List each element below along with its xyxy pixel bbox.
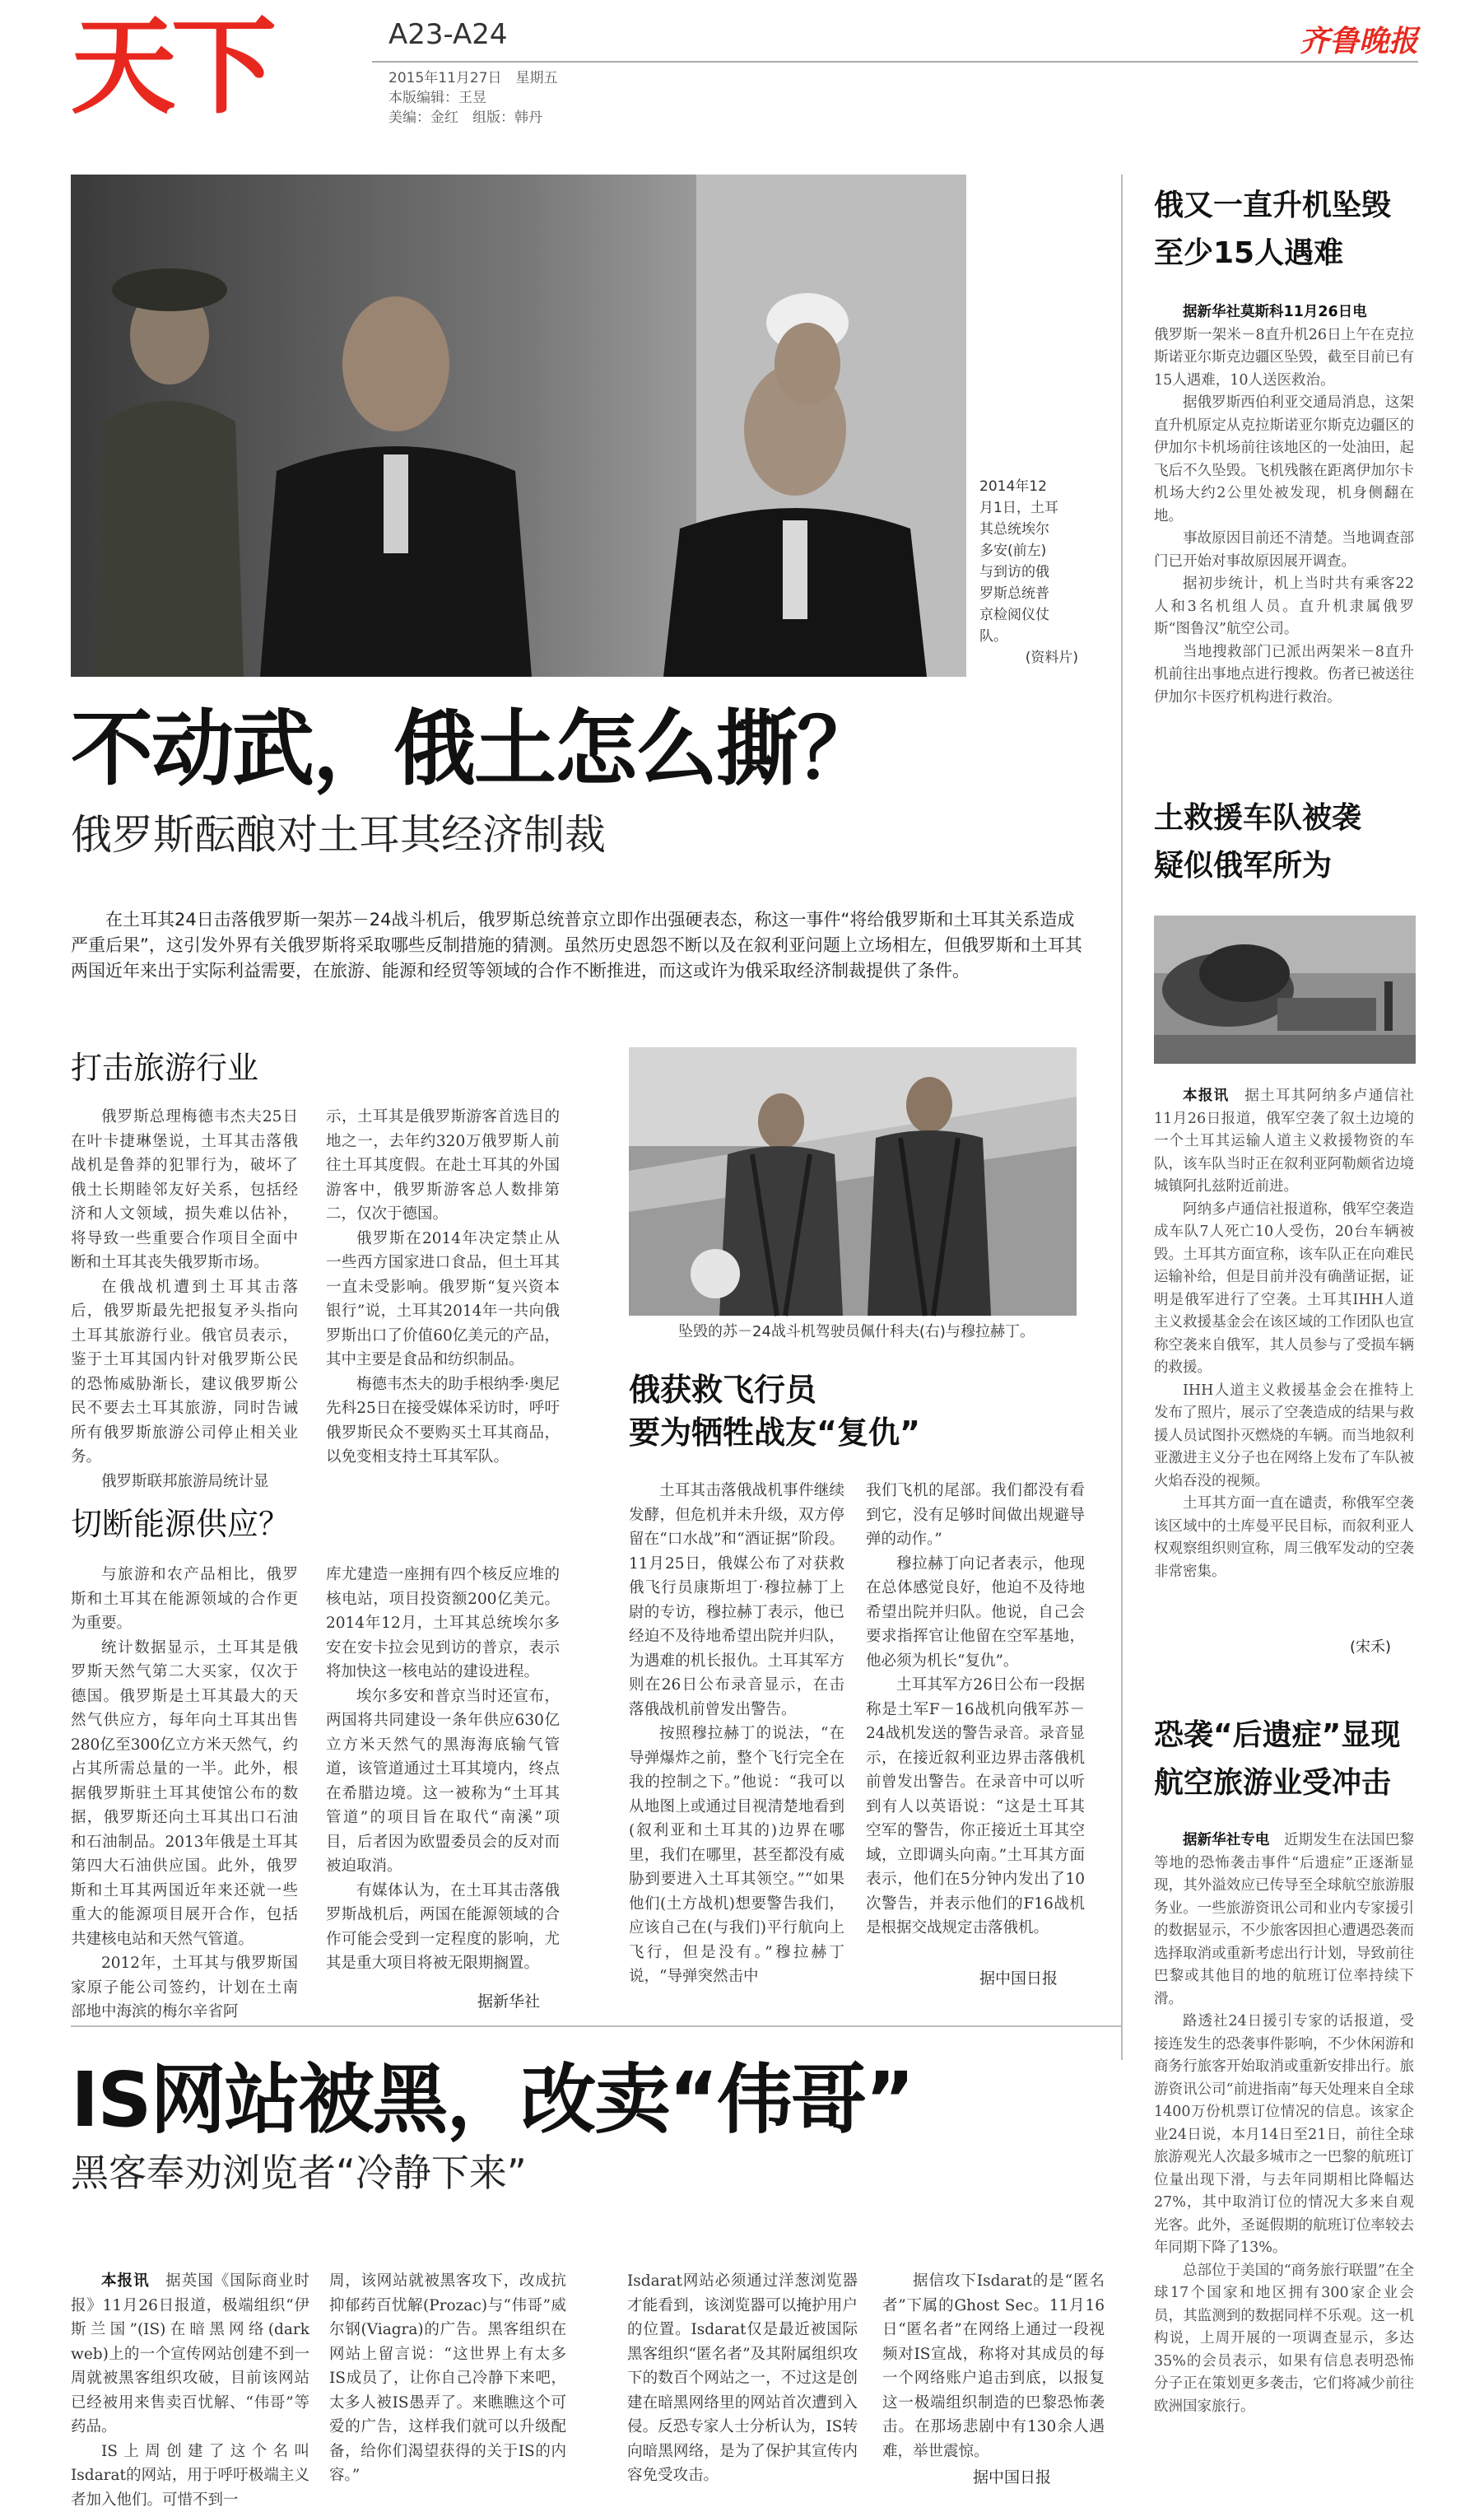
leaders-photo-graphic xyxy=(71,175,966,677)
bottom-column-1 xyxy=(71,2269,309,2491)
sidebar-story3-dateline: 据新华社专电 xyxy=(1183,1832,1269,1848)
paragraph: 据俄罗斯西伯利亚交通局消息，这架直升机原定从克拉斯诺亚尔斯克边疆区的伊加尔卡机场前往该地区的一处油田，起飞后不久坠毁。飞机残骸在距离伊加尔卡机场大约2公里处被发现，机身侧翻在地。 xyxy=(1154,392,1414,528)
photo-caption-line: 月1日，土耳 xyxy=(979,497,1078,519)
paragraph: 据土耳其阿纳多卢通信社11月26日报道，俄军空袭了叙土边境的一个土耳其运输人道主义救援物资的车队，该车队当时正在叙利亚阿勒颇省边境城镇阿扎兹附近前进。 xyxy=(1154,1088,1414,1195)
sidebar-story3-title-1: 恐袭“后遗症”显现 xyxy=(1154,1713,1400,1759)
paragraph: 俄罗斯总理梅德韦杰夫25日在叶卡捷琳堡说，土耳其击落俄战机是鲁莽的犯罪行为，破坏了俄土长期睦邻友好关系，包括经济和人文领域，损失难以估补，将导致一些重要合作项目全面中断和土耳其丧失俄罗斯市场。 xyxy=(71,1105,298,1275)
paragraph: 俄罗斯在2014年决定禁止从一些西方国家进口食品，但土耳其一直未受影响。俄罗斯“复兴资本银行”说，土耳其2014年一共向俄罗斯出口了价值60亿美元的产品，其中主要是食品和纺织制品。 xyxy=(326,1227,560,1373)
paragraph: 在俄战机遭到土耳其击落后，俄罗斯最先把报复矛头指向土耳其旅游行业。俄官员表示，鉴于土耳其国内针对俄罗斯公民的恐怖威胁渐长，建议俄罗斯公民不要去土耳其旅游，同时告诫所有俄罗斯旅游公司停止相关业务。 xyxy=(71,1275,298,1470)
pilots-photo-graphic xyxy=(629,1047,1077,1316)
bottom-column-2 xyxy=(329,2269,566,2491)
tourism-column-1 xyxy=(71,1105,298,1475)
bottom-source: 据中国日报 xyxy=(973,2465,1051,2487)
paragraph: 我们飞机的尾部。我们都没有看到它，没有足够时间做出规避导弹的动作。” xyxy=(866,1479,1085,1552)
bottom-headline: IS网站被黑，改卖“伟哥” xyxy=(71,2055,913,2146)
paragraph: 埃尔多安和普京当时还宣布，两国将共同建设一条年供应630亿立方米天然气的黑海海底输气管道，该管道通过土耳其境内，终点在希腊边境。这一被称为“土耳其管道”的项目旨在取代“南溪”项目，后者因为欧盟委员会的反对而被迫取消。 xyxy=(326,1685,560,1879)
paragraph: 穆拉赫丁向记者表示，他现在总体感觉良好，他迫不及待地希望出院并归队。他说，自己会要求指挥官让他留在空军基地，他必须为机长“复仇”。 xyxy=(866,1552,1085,1674)
section-title-energy: 切断能源供应？ xyxy=(71,1503,290,1545)
section-title-tourism: 打击旅游行业 xyxy=(71,1047,258,1088)
paragraph: 土耳其军方26日公布一段据称是土军F－16战机向俄军苏－24战机发送的警告录音。录音显示，在接近叙利亚边界击落俄机前曾发出警告。在录音中可以听到有人以英语说：“这是土耳其空军的警告，你正接近土耳其空域，立即调头向南。”土耳其方面表示，他们在5分钟内发出了10次警告，并表示他们的F16战机是根据交战规定击落俄机。 xyxy=(866,1673,1085,1941)
lead-paragraph: 在土耳其24日击落俄罗斯一架苏－24战斗机后，俄罗斯总统普京立即作出强硬表态，称这一事件“将给俄罗斯和土耳其关系造成严重后果”，这引发外界有关俄罗斯将采取哪些反制措施的猜测。虽然历史恩怨不断以及在叙利亚问题上立场相左，但俄罗斯和土耳其两国近年来出于实际利益需要，在旅游、能源和经贸等领域的合作不断推进，而这或许为俄采取经济制裁提供了条件。 xyxy=(71,907,1085,984)
sidebar-story3-body xyxy=(1154,1829,1414,2472)
energy-column-2 xyxy=(326,1563,560,1991)
column-divider xyxy=(1121,175,1123,2060)
design-line: 美编：金红 组版：韩丹 xyxy=(388,105,542,126)
leaders-photo xyxy=(71,175,966,677)
main-headline: 不动武，俄土怎么撕？ xyxy=(71,700,877,799)
convoy-photo xyxy=(1154,916,1416,1064)
photo-caption-line: 罗斯总统普 xyxy=(979,583,1078,604)
paragraph: 示，土耳其是俄罗斯游客首选目的地之一，去年约320万俄罗斯人前往土耳其度假。在赴土耳其的外国游客中，俄罗斯游客总人数排第二，仅次于德国。 xyxy=(326,1105,560,1227)
paragraph: 统计数据显示，土耳其是俄罗斯天然气第二大买家，仅次于德国。俄罗斯是土耳其最大的天然气供应方，每年向土耳其出售280亿至300亿立方米天然气，约占其所需总量的一半。此外，根据俄罗斯驻土耳其使馆公布的数据，俄罗斯还向土耳其出口石油和石油制品。2013年俄是土耳其第四大石油供应国。此外，俄罗斯和土耳其两国近年来还就一些重大的能源项目展开合作，包括共建核电站和天然气管道。 xyxy=(71,1636,298,1952)
photo-caption-line: 队。 xyxy=(979,626,1078,647)
paragraph: 据英国《国际商业时报》11月26日报道，极端组织“伊斯兰国”(IS)在暗黑网络(dark web)上的一个宣传网站创建不到一周就被黑客组织攻破，目前该网站已经被用来售卖百忧解、“伟哥”等药品。 xyxy=(71,2272,309,2435)
energy-column-1 xyxy=(71,1563,298,2024)
header-rule xyxy=(372,61,1418,63)
pilot-title-1: 俄获救飞行员 xyxy=(629,1368,816,1411)
paragraph: 库尤建造一座拥有四个核反应堆的核电站，项目投资额200亿美元。2014年12月，土耳其总统埃尔多安在安卡拉会见到访的普京，表示将加快这一核电站的建设进程。 xyxy=(326,1563,560,1685)
newspaper-logo: 齐鲁晚报 xyxy=(1300,18,1418,60)
energy-source: 据新华社 xyxy=(477,1989,540,2011)
paragraph: 阿纳多卢通信社报道称，俄军空袭造成车队7人死亡10人受伤，20台车辆被毁。土耳其方面宣称，该车队正在向难民运输补给，但是目前并没有确凿证据，证明是俄军进行了空袭。土耳其IHH人道主义救援基金会在该区域的工作团队也宣称空袭来自俄军，其人员参与了受损车辆的救援。 xyxy=(1154,1199,1414,1380)
bottom-column-3 xyxy=(627,2269,858,2491)
bottom-dateline: 本报讯 xyxy=(101,2272,150,2290)
paragraph: 当地搜救部门已派出两架米－8直升机前往出事地点进行搜救。伤者已被送往伊加尔卡医疗机构进行救治。 xyxy=(1154,641,1414,710)
bottom-subheadline: 黑客奉劝浏览者“冷静下来” xyxy=(71,2149,527,2197)
paragraph: 事故原因目前还不清楚。当地调查部门已开始对事故原因展开调查。 xyxy=(1154,528,1414,573)
paragraph: 据初步统计，机上当时共有乘客22人和3名机组人员。直升机隶属俄罗斯“图鲁汉”航空公司。 xyxy=(1154,573,1414,641)
paragraph: 梅德韦杰夫的助手根纳季·奥尼先科25日在接受媒体采访时，呼吁俄罗斯民众不要购买土耳其商品，以免变相支持土耳其军队。 xyxy=(326,1373,560,1470)
paragraph: 路透社24日援引专家的话报道，受接连发生的恐袭事件影响，不少休闲游和商务行旅客开始取消或重新安排出行。旅游资讯公司“前进指南”每天处理来自全球1400万份机票订位情况的信息。该家企业24日说，本月14日至21日，前往全球旅游观光人次最多城市之一巴黎的航班订位量出现下滑，与去年同期相比降幅达27%，其中取消订位的情况大多来自观光客。此外，圣诞假期的航班订位率较去年同期下降了13%。 xyxy=(1154,2011,1414,2260)
sidebar-story1-dateline: 据新华社莫斯科11月26日电 xyxy=(1183,304,1367,320)
photo-caption-line: 多安(前左) xyxy=(979,540,1078,562)
photo-caption-line: 京检阅仪仗 xyxy=(979,604,1078,626)
tourism-column-2 xyxy=(326,1105,560,1475)
paragraph: 近期发生在法国巴黎等地的恐怖袭击事件“后遗症”正逐渐显现，其外溢效应已传导至全球航空旅游服务业。一些旅游资讯公司和业内专家援引的数据显示，不少旅客因担心遭遇恐袭而选择取消或重新考虑出行计划，导致前往巴黎或其他目的地的航班订位率持续下滑。 xyxy=(1154,1832,1414,2007)
paragraph: 土耳其方面一直在谴责，称俄军空袭该区域中的土库曼平民目标，而叙利亚人权观察组织则宣称，周三俄军发动的空袭非常密集。 xyxy=(1154,1493,1414,1583)
pilot-source: 据中国日报 xyxy=(979,1966,1058,1988)
photo-caption-line: 与到访的俄 xyxy=(979,562,1078,583)
paragraph: 据信攻下Isdarat的是“匿名者”下属的Ghost Sec。11月16日“匿名者”在网络上通过一段视频对IS宣战，称将对其成员的每一个网络账户追击到底，以报复这一极端组织制造的巴黎恐怖袭击。在那场悲剧中有130余人遇难，举世震惊。 xyxy=(882,2269,1105,2463)
paragraph: IHH人道主义救援基金会在推特上发布了照片，展示了空袭造成的结果与救援人员试图扑灭燃烧的车辆。而当地叙利亚激进主义分子也在网络上发布了车队被火焰吞没的视频。 xyxy=(1154,1380,1414,1494)
paragraph: IS上周创建了这个名叫Isdarat的网站，用于呼吁极端主义者加入他们。可惜不到一 xyxy=(71,2440,309,2512)
page-numbers: A23-A24 xyxy=(388,18,508,51)
pilot-title-2: 要为牺牲战友“复仇” xyxy=(629,1411,920,1454)
photo-caption-line: 其总统埃尔 xyxy=(979,519,1078,540)
sidebar-story2-source: (宋禾) xyxy=(1350,1635,1391,1657)
pilots-photo xyxy=(629,1047,1077,1316)
sidebar-story1-body xyxy=(1154,301,1414,746)
paragraph: 俄罗斯联邦旅游局统计显 xyxy=(71,1470,298,1494)
date-line: 2015年11月27日 星期五 xyxy=(388,66,558,86)
section-divider xyxy=(71,2025,1121,2027)
sidebar-story2-body xyxy=(1154,1085,1414,1653)
main-subheadline: 俄罗斯酝酿对土耳其经济制裁 xyxy=(71,809,606,861)
pilot-column-1 xyxy=(629,1479,844,1992)
sidebar-story1-title-1: 俄又一直升机坠毁 xyxy=(1154,183,1391,229)
photo-caption-line: (资料片) xyxy=(979,647,1078,669)
paragraph: 2012年，土耳其与俄罗斯国家原子能公司签约，计划在土南部地中海滨的梅尔辛省阿 xyxy=(71,1951,298,2025)
sidebar-story2-title-1: 土救援车队被袭 xyxy=(1154,795,1361,841)
sidebar-story1-title-2: 至少15人遇难 xyxy=(1154,231,1343,277)
sidebar-story2-dateline: 本报讯 xyxy=(1183,1088,1229,1104)
paragraph: 俄罗斯一架米－8直升机26日上午在克拉斯诺亚尔斯克边疆区坠毁，截至目前已有15人遇难，10人送医救治。 xyxy=(1154,324,1414,393)
photo-caption-line: 2014年12 xyxy=(979,476,1078,497)
section-logo: 天下 xyxy=(71,15,272,120)
sidebar-story2-title-2: 疑似俄军所为 xyxy=(1154,843,1332,889)
convoy-photo-graphic xyxy=(1154,916,1416,1064)
paragraph: 土耳其击落俄战机事件继续发酵，但危机并未升级，双方停留在“口水战”和“酒证据”阶段。11月25日，俄媒公布了对获救俄飞行员康斯坦丁·穆拉赫丁上尉的专访，穆拉赫丁表示，他已经迫不及待地希望出院并归队，为遇难的机长报仇。土耳其军方则在26日公布录音显示，在击落俄战机前曾发出警告。 xyxy=(629,1479,844,1722)
paragraph: 有媒体认为，在土耳其击落俄罗斯战机后，两国在能源领域的合作可能会受到一定程度的影响，尤其是重大项目将被无限期搁置。 xyxy=(326,1879,560,1976)
pilot-column-2 xyxy=(866,1479,1085,1992)
paragraph: 总部位于美国的“商务旅行联盟”在全球17个国家和地区拥有300家企业会员，其监测到的数据同样不乐观。这一机构说，上周开展的一项调查显示，多达35%的会员表示，如果有信息表明恐怖分子正在策划更多袭击，它们将减少前往欧洲国家旅行。 xyxy=(1154,2260,1414,2419)
sidebar-story3-title-2: 航空旅游业受冲击 xyxy=(1154,1760,1391,1806)
pilots-caption: 坠毁的苏－24战斗机驾驶员佩什科夫(右)与穆拉赫丁。 xyxy=(678,1321,1035,1343)
paragraph: 周，该网站就被黑客攻下，改成抗抑郁药百忧解(Prozac)与“伟哥”威尔钢(Viagra)的广告。黑客组织在网站上留言说：“这世界上有太多IS成员了，让你自己冷静下来吧，太多人被IS愚弄了。来瞧瞧这个可爱的广告，这样我们就可以升级配备，给你们渴望获得的关于IS的内容。” xyxy=(329,2269,566,2488)
editor-line: 本版编辑：王昱 xyxy=(388,86,486,106)
photo-caption xyxy=(979,476,1078,669)
paragraph: Isdarat网站必须通过洋葱浏览器才能看到，该浏览器可以掩护用户的位置。Isdarat仅是最近被国际黑客组织“匿名者”及其附属组织攻下的数百个网站之一，不过这是创建在暗黑网络里的网站首次遭到入侵。反恐专家人士分析认为，IS转向暗黑网络，是为了保护其宣传内容免受攻击。 xyxy=(627,2269,858,2488)
bottom-column-4 xyxy=(882,2269,1105,2458)
paragraph: 按照穆拉赫丁的说法，“在导弹爆炸之前，整个飞行完全在我的控制之下。”他说：“我可以从地图上或通过目视清楚地看到(叙利亚和土耳其的)边界在哪里，我们在哪里，甚至都没有威胁到要进入土耳其领空。”“如果他们(土方战机)想要警告我们，应该自己在(与我们)平行航向上飞行，但是没有。”穆拉赫丁说，“导弹突然击中 xyxy=(629,1722,844,1989)
paragraph: 与旅游和农产品相比，俄罗斯和土耳其在能源领域的合作更为重要。 xyxy=(71,1563,298,1636)
